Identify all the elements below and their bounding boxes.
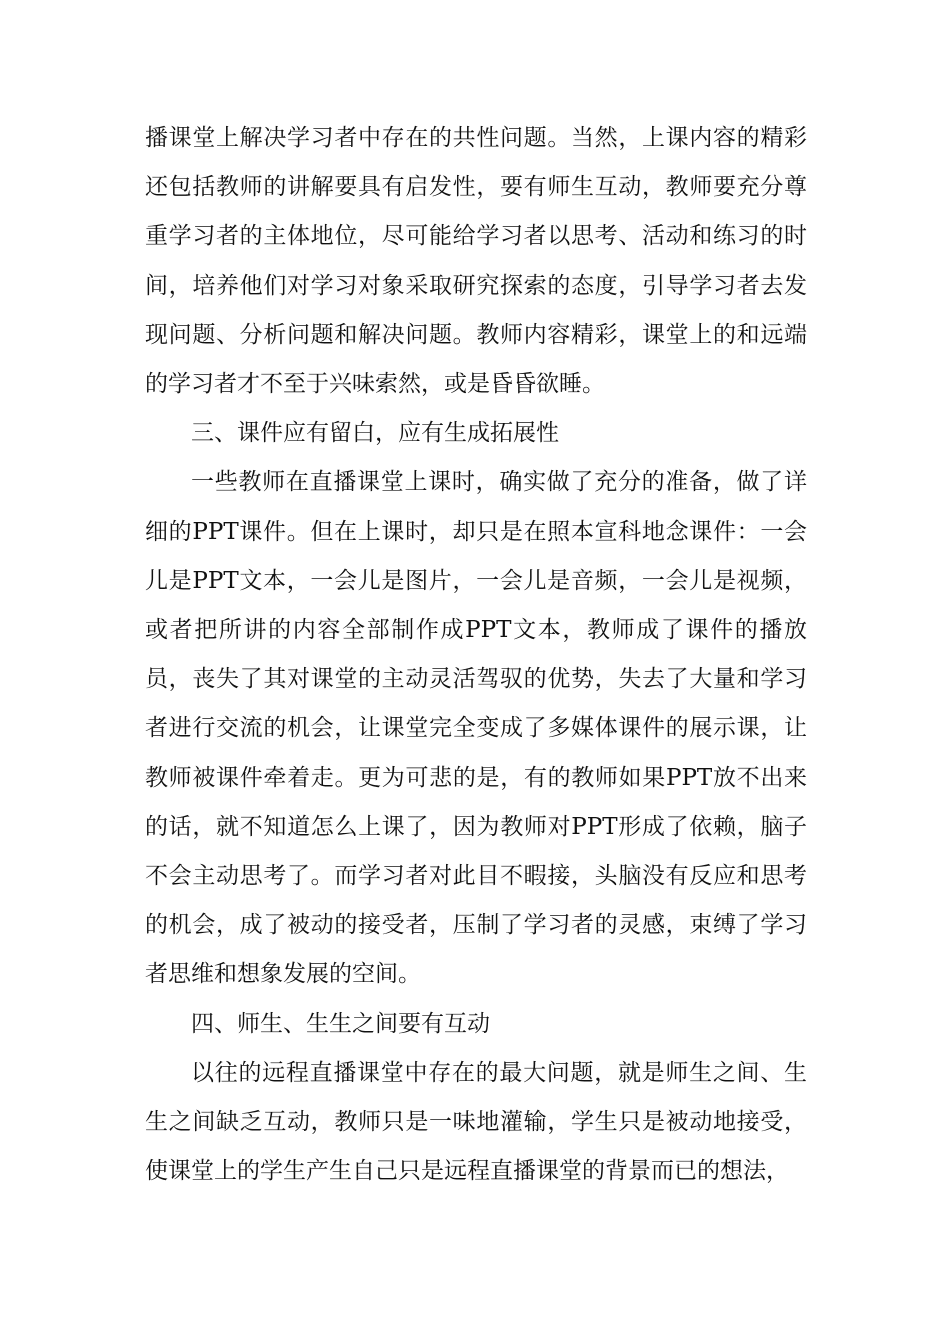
section-heading-3: 三、课件应有留白，应有生成拓展性 (191, 420, 559, 447)
paragraph-interaction: 以往的远程直播课堂中存在的最大问题，就是师生之间、生生之间缺乏互动，教师只是一味地灌输，学生只是被动地接受，使课堂上的学生产生自己只是远程直播课堂的背景而已的想法， (145, 1059, 807, 1185)
section-heading-4: 四、师生、生生之间要有互动 (191, 1010, 490, 1037)
paragraph-continuation: 播课堂上解决学习者中存在的共性问题。当然，上课内容的精彩还包括教师的讲解要具有启发性，要有师生互动，教师要充分尊重学习者的主体地位，尽可能给学习者以思考、活动和练习的时间，培养他们对学习对象采取研究探索的态度，引导学习者去发现问题、分析问题和解决问题。教师内容精彩，课堂上的和远端的学习者才不至于兴味索然，或是昏昏欲睡。 (145, 125, 807, 398)
paragraph-courseware: 一些教师在直播课堂上课时，确实做了充分的准备，做了详细的PPT课件。但在上课时，却只是在照本宣科地念课件：一会儿是PPT文本，一会儿是图片，一会儿是音频，一会儿是视频，或者把所讲的内容全部制作成PPT文本，教师成了课件的播放员，丧失了其对课堂的主动灵活驾驭的优势，失去了大量和学习者进行交流的机会，让课堂完全变成了多媒体课件的展示课，让教师被课件牵着走。更为可悲的是，有的教师如果PPT放不出来的话，就不知道怎么上课了，因为教师对PPT形成了依赖，脑子不会主动思考了。而学习者对此目不暇接，头脑没有反应和思考的机会，成了被动的接受者，压制了学习者的灵感，束缚了学习者思维和想象发展的空间。 (145, 469, 807, 988)
document-body (145, 114, 807, 1196)
